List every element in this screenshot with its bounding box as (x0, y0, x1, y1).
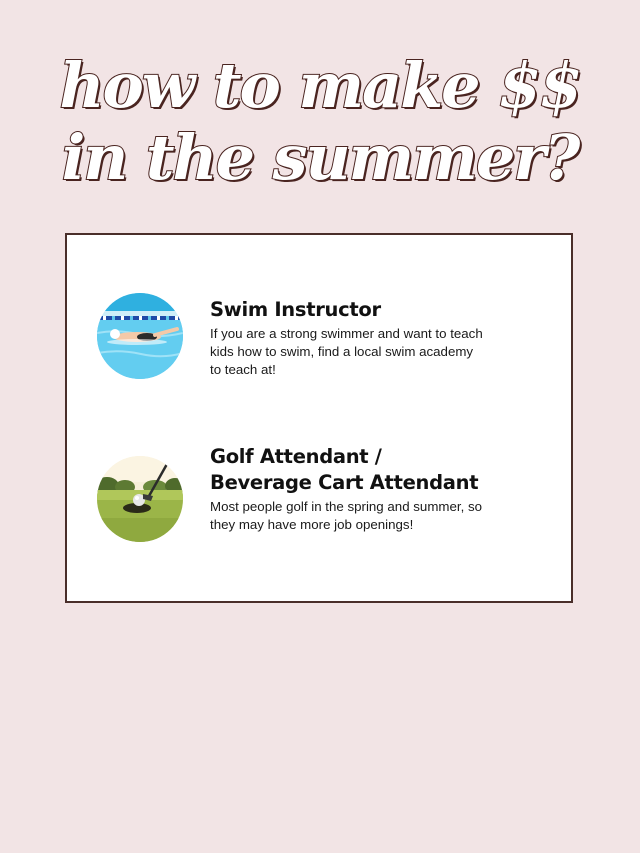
jobs-card (65, 233, 573, 603)
headline (0, 50, 640, 194)
job-title-line: Beverage Cart Attendant (210, 471, 479, 494)
job-text (210, 440, 510, 534)
job-description: Most people golf in the spring and summer, so they may have more job openings! (210, 499, 482, 532)
headline-line-2: in the summer? (61, 121, 579, 194)
job-title-line: Golf Attendant / (210, 445, 382, 468)
job-title-line: Swim Instructor (210, 298, 381, 321)
headline-line-1: how to make $$ (59, 49, 581, 122)
golf-photo-icon (97, 456, 183, 542)
job-text (210, 293, 510, 379)
job-title (210, 297, 510, 323)
job-description: If you are a strong swimmer and want to teach kids how to swim, find a local swim academy to teach at! (210, 326, 483, 377)
job-title (210, 444, 510, 496)
swimmer-photo-icon (97, 293, 183, 379)
